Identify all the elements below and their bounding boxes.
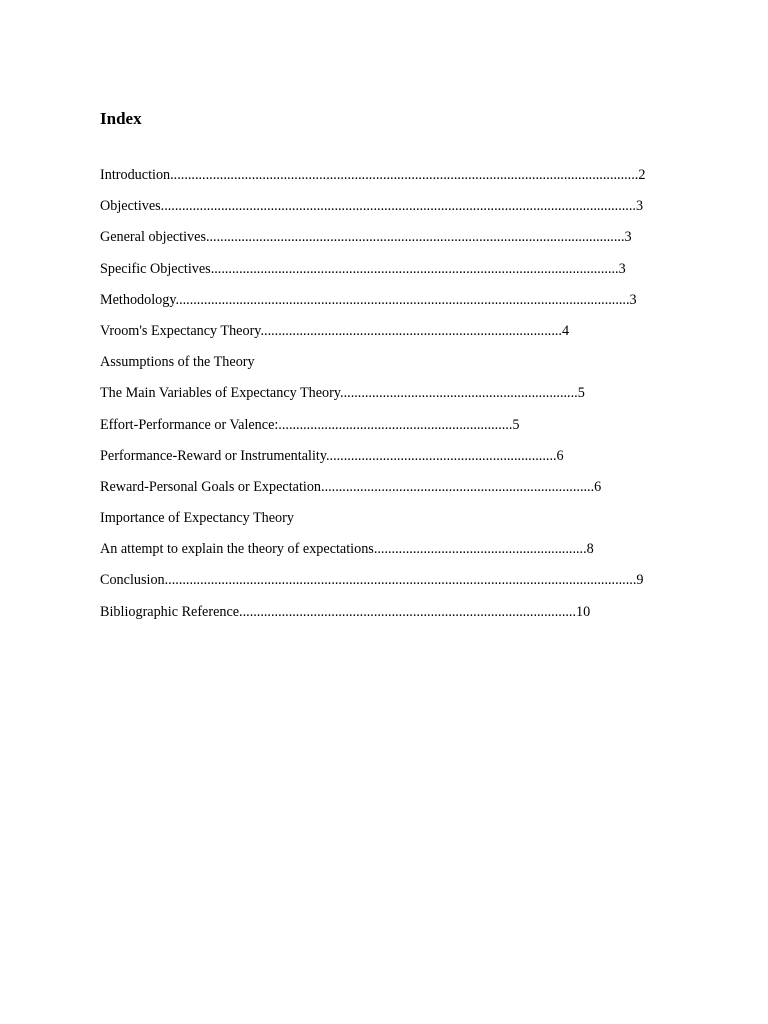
toc-entry-effort-performance: Effort-Performance or Valence:..................................................................5 [100,416,520,433]
toc-entry-assumptions-of-theory: Assumptions of the Theory [100,354,255,371]
toc-entry-general-objectives: General objectives......................................................................................................................3 [100,229,632,246]
toc-entry-attempt-to-explain: An attempt to explain the theory of expectations............................................................8 [100,541,594,558]
toc-entry-performance-reward: Performance-Reward or Instrumentality.................................................................6 [100,447,564,464]
toc-entry-objectives: Objectives......................................................................................................................................3 [100,198,644,215]
toc-entry-importance: Importance of Expectancy Theory [100,510,294,527]
toc-entry-bibliographic-reference: Bibliographic Reference...............................................................................................10 [100,603,591,620]
toc-entry-main-variables: The Main Variables of Expectancy Theory...................................................................5 [100,385,585,402]
toc-entry-specific-objectives: Specific Objectives...................................................................................................................3 [100,260,626,277]
toc-entry-introduction: Introduction....................................................................................................................................2 [100,167,646,183]
table-of-contents [100,167,700,635]
toc-entry-methodology: Methodology................................................................................................................................3 [100,291,637,308]
page-title: Index [100,109,142,128]
toc-entry-reward-personal-goals: Reward-Personal Goals or Expectation.............................................................................6 [100,478,602,495]
toc-entry-conclusion: Conclusion.....................................................................................................................................9 [100,572,644,589]
toc-entry-vroom-expectancy-theory: Vroom's Expectancy Theory.....................................................................................4 [100,322,570,339]
